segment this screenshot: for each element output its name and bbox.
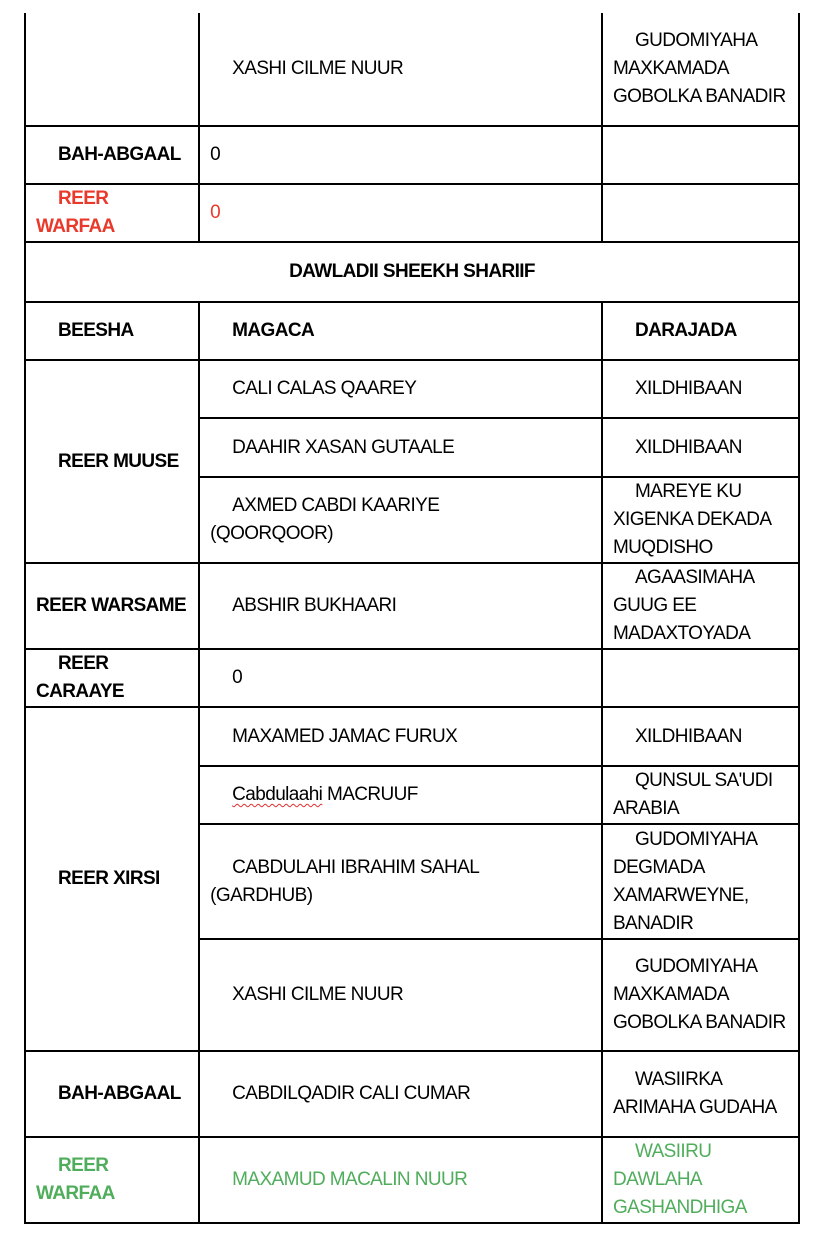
rank-text-cont: XIGENKA DEKADA MUQDISHO <box>612 509 771 558</box>
beesha-cell <box>25 563 199 649</box>
rank-text: GUDOMIYAHA <box>634 828 757 850</box>
rank-text: XILDHIBAAN <box>634 378 742 399</box>
magaca-cell <box>199 1137 602 1223</box>
darajada-cell <box>602 649 799 707</box>
magaca-cell <box>199 563 602 649</box>
clan-text: REER <box>58 653 109 674</box>
name-text: MACRUUF <box>322 784 418 805</box>
name-text-cont: (QOORQOOR) <box>210 523 333 544</box>
beesha-cell <box>25 184 199 242</box>
table-row <box>25 1051 799 1137</box>
darajada-cell <box>602 13 799 126</box>
table-row <box>25 126 799 184</box>
rank-text-cont: GUUG EE MADAXTOYADA <box>612 595 751 644</box>
clan-text-cont: WARFAA <box>36 1183 115 1204</box>
name-text: DAAHIR XASAN GUTAALE <box>232 436 455 458</box>
rank-text: GUDOMIYAHA MAXKAMADA GOBOLKA BANADIR <box>612 30 786 107</box>
table-row <box>25 13 799 126</box>
rank-text: WASIIRU <box>634 1141 712 1162</box>
magaca-cell <box>199 939 602 1051</box>
table-row <box>25 184 799 242</box>
header-magaca <box>199 302 602 360</box>
name-text: ABSHIR BUKHAARI <box>232 595 397 616</box>
clan-text: REER <box>58 1155 109 1176</box>
darajada-cell <box>602 1137 799 1223</box>
magaca-cell <box>199 13 602 126</box>
name-text: MAXAMUD MACALIN NUUR <box>232 1169 468 1190</box>
darajada-cell <box>602 563 799 649</box>
name-text: CABDULAHI IBRAHIM SAHAL <box>232 856 480 878</box>
name-text: AXMED CABDI KAARIYE <box>232 495 440 516</box>
rank-text: GUDOMIYAHA <box>634 956 757 977</box>
table-row <box>25 707 799 766</box>
name-text: CALI CALAS QAAREY <box>232 378 417 399</box>
magaca-cell <box>199 824 602 939</box>
table-row <box>25 1137 799 1223</box>
header-text: DARAJADA <box>634 320 737 341</box>
section-title-row <box>25 242 799 302</box>
name-text-misspelled: Cabdulaahi <box>232 784 323 805</box>
beesha-cell <box>25 126 199 184</box>
rank-text: MAREYE KU <box>634 481 742 502</box>
rank-text: XILDHIBAAN <box>634 436 742 458</box>
header-text: MAGACA <box>232 320 315 341</box>
magaca-cell <box>199 707 602 766</box>
magaca-cell <box>199 477 602 563</box>
darajada-cell <box>602 939 799 1051</box>
header-text: BEESHA <box>58 320 134 341</box>
beesha-cell <box>25 1051 199 1137</box>
beesha-cell <box>25 360 199 563</box>
header-beesha <box>25 302 199 360</box>
name-text-cont: (GARDHUB) <box>210 884 313 906</box>
table-row <box>25 360 799 418</box>
darajada-cell <box>602 1051 799 1137</box>
clan-text-cont: CARAAYE <box>36 681 125 702</box>
darajada-cell <box>602 360 799 418</box>
name-text: XASHI CILME NUUR <box>232 984 404 1005</box>
header-row <box>25 302 799 360</box>
rank-text: QUNSUL SA'UDI <box>634 770 773 791</box>
name-text: 0 <box>232 667 243 688</box>
magaca-cell <box>199 1051 602 1137</box>
darajada-cell <box>602 184 799 242</box>
magaca-cell <box>199 766 602 824</box>
clan-text: REER WARFAA <box>36 188 115 237</box>
darajada-cell <box>602 477 799 563</box>
name-text: CABDILQADIR CALI CUMAR <box>232 1083 471 1104</box>
rank-text-cont: ARABIA <box>612 798 680 819</box>
beesha-cell <box>25 13 199 126</box>
beesha-cell <box>25 1137 199 1223</box>
name-text: 0 <box>210 202 221 223</box>
clan-text: BAH-ABGAAL <box>58 1083 181 1104</box>
darajada-cell <box>602 418 799 477</box>
magaca-cell <box>199 184 602 242</box>
table-row <box>25 563 799 649</box>
darajada-cell <box>602 824 799 939</box>
magaca-cell <box>199 126 602 184</box>
name-text: MAXAMED JAMAC FURUX <box>232 725 458 747</box>
clan-officials-table <box>24 13 800 1224</box>
rank-text-cont: DAWLAHA GASHANDHIGA <box>612 1169 747 1218</box>
name-text: XASHI CILME NUUR <box>232 58 404 79</box>
beesha-cell <box>25 649 199 707</box>
clan-text: REER XIRSI <box>58 868 160 889</box>
rank-text-cont: DEGMADA XAMARWEYNE, BANADIR <box>612 856 749 934</box>
clan-text: REER MUUSE <box>58 450 179 472</box>
magaca-cell <box>199 360 602 418</box>
rank-text: XILDHIBAAN <box>634 725 742 747</box>
beesha-cell <box>25 707 199 1051</box>
section-title: DAWLADII SHEEKH SHARIIF <box>25 242 799 302</box>
darajada-cell <box>602 707 799 766</box>
rank-text-cont: ARIMAHA GUDAHA <box>612 1097 777 1118</box>
header-darajada <box>602 302 799 360</box>
clan-text: REER WARSAME <box>36 595 187 616</box>
clan-text: BAH-ABGAAL <box>58 144 181 165</box>
table-row <box>25 649 799 707</box>
rank-text: AGAASIMAHA <box>634 567 754 588</box>
darajada-cell <box>602 126 799 184</box>
magaca-cell <box>199 649 602 707</box>
darajada-cell <box>602 766 799 824</box>
rank-text: WASIIRKA <box>634 1069 722 1090</box>
magaca-cell <box>199 418 602 477</box>
rank-text-cont: MAXKAMADA GOBOLKA BANADIR <box>612 984 786 1033</box>
name-text: 0 <box>210 144 221 165</box>
